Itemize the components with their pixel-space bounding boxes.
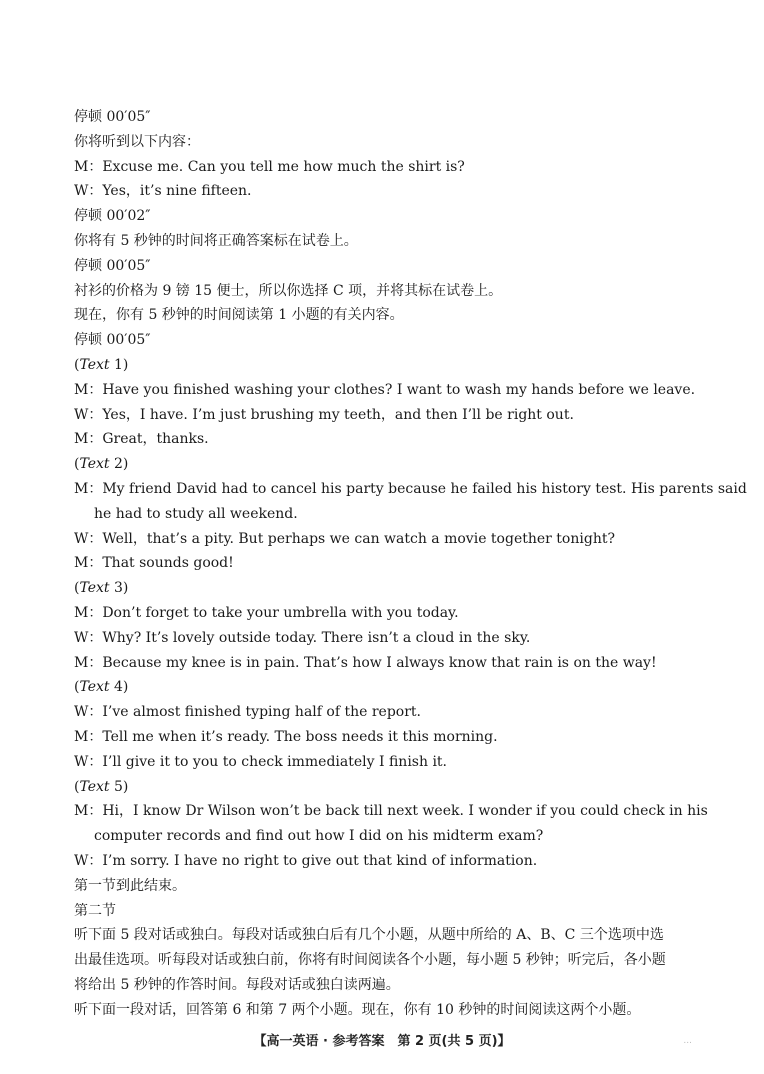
dialogue-line: W：I’ve almost finished typing half of the report. — [74, 704, 421, 721]
pause-line: 停顿 00′05″ — [74, 109, 151, 125]
dialogue-line: W：Yes，I have. I’m just brushing my teeth，and then I’ll be right out. — [74, 406, 574, 423]
text-heading: (Text 4) — [74, 679, 129, 696]
dialogue-line: W：Well，that’s a pity. But perhaps we can watch a movie together tonight? — [74, 530, 615, 547]
instruction-line: 听下面一段对话，回答第 6 和第 7 两个小题。现在，你有 10 秒钟的时间阅读这两个小题。 — [74, 1001, 641, 1018]
dialogue-line-continuation: he had to study all weekend. — [94, 505, 298, 522]
dialogue-line: W：Why? It’s lovely outside today. There isn’t a cloud in the sky. — [74, 629, 531, 646]
text-heading-number: 1 — [113, 356, 123, 373]
text-heading-number: 4 — [113, 679, 123, 696]
text-heading: (Text 5) — [74, 778, 129, 795]
text-heading-label: Text — [79, 778, 110, 795]
page-footer: 【高一英语 · 参考答案 第 2 页(共 5 页)】 — [253, 1034, 511, 1049]
instruction-line: 衬衫的价格为 9 镑 15 便士，所以你选择 C 项，并将其标在试卷上。 — [74, 282, 503, 299]
section-heading: 第二节 — [74, 902, 116, 919]
dialogue-line: M：Great，thanks. — [74, 431, 209, 448]
text-heading-number: 5 — [113, 778, 123, 795]
dialogue-line: M：Tell me when it’s ready. The boss needs it this morning. — [74, 728, 498, 745]
instruction-line: 出最佳选项。听每段对话或独白前，你将有时间阅读各个小题，每小题 5 秒钟；听完后，各小题 — [74, 952, 666, 969]
text-heading-label: Text — [79, 679, 110, 696]
text-heading-label: Text — [79, 456, 110, 473]
dialogue-line: M：That sounds good! — [74, 555, 234, 572]
dialogue-line: M：Excuse me. Can you tell me how much the shirt is? — [74, 158, 465, 175]
text-heading-label: Text — [79, 580, 110, 597]
dialogue-line: M：Have you finished washing your clothes? I want to wash my hands before we leave. — [74, 381, 696, 398]
section-end-line: 第一节到此结束。 — [74, 877, 186, 894]
dialogue-line: M：Don’t forget to take your umbrella with you today. — [74, 604, 459, 621]
text-heading-number: 2 — [113, 456, 123, 473]
text-heading: (Text 2) — [74, 456, 129, 473]
dialogue-line: M：My friend David had to cancel his party because he failed his history test. His parents said — [74, 480, 747, 497]
text-heading: (Text 3) — [74, 580, 129, 597]
dialogue-line: W：I’m sorry. I have no right to give out that kind of information. — [74, 852, 538, 869]
text-heading-number: 3 — [113, 580, 123, 597]
text-heading: (Text 1) — [74, 356, 129, 373]
dialogue-line-continuation: computer records and find out how I did on his midterm exam? — [94, 828, 544, 845]
pause-line: 停顿 00′05″ — [74, 332, 151, 349]
document-body — [74, 105, 747, 1022]
instruction-line: 将给出 5 秒钟的作答时间。每段对话或独白读两遍。 — [74, 976, 400, 993]
dialogue-line: M：Hi，I know Dr Wilson won’t be back till next week. I wonder if you could check in his — [74, 803, 708, 820]
instruction-line: 现在，你有 5 秒钟的时间阅读第 1 小题的有关内容。 — [74, 307, 404, 324]
instruction-line: 听下面 5 段对话或独白。每段对话或独白后有几个小题，从题中所给的 A、B、C 三个选项中选 — [74, 927, 664, 944]
dialogue-line: W：I’ll give it to you to check immediately I finish it. — [74, 753, 448, 770]
pause-line: 停顿 00′05″ — [74, 257, 151, 274]
dialogue-line: W：Yes，it’s nine fifteen. — [74, 183, 252, 200]
instruction-line: 你将听到以下内容： — [74, 133, 200, 150]
pause-line: 停顿 00′02″ — [74, 208, 151, 225]
text-heading-label: Text — [79, 356, 110, 373]
dialogue-line: M：Because my knee is in pain. That’s how I always know that rain is on the way! — [74, 654, 657, 671]
instruction-line: 你将有 5 秒钟的时间将正确答案标在试卷上。 — [74, 232, 358, 249]
corner-mark: ... — [683, 1036, 692, 1046]
